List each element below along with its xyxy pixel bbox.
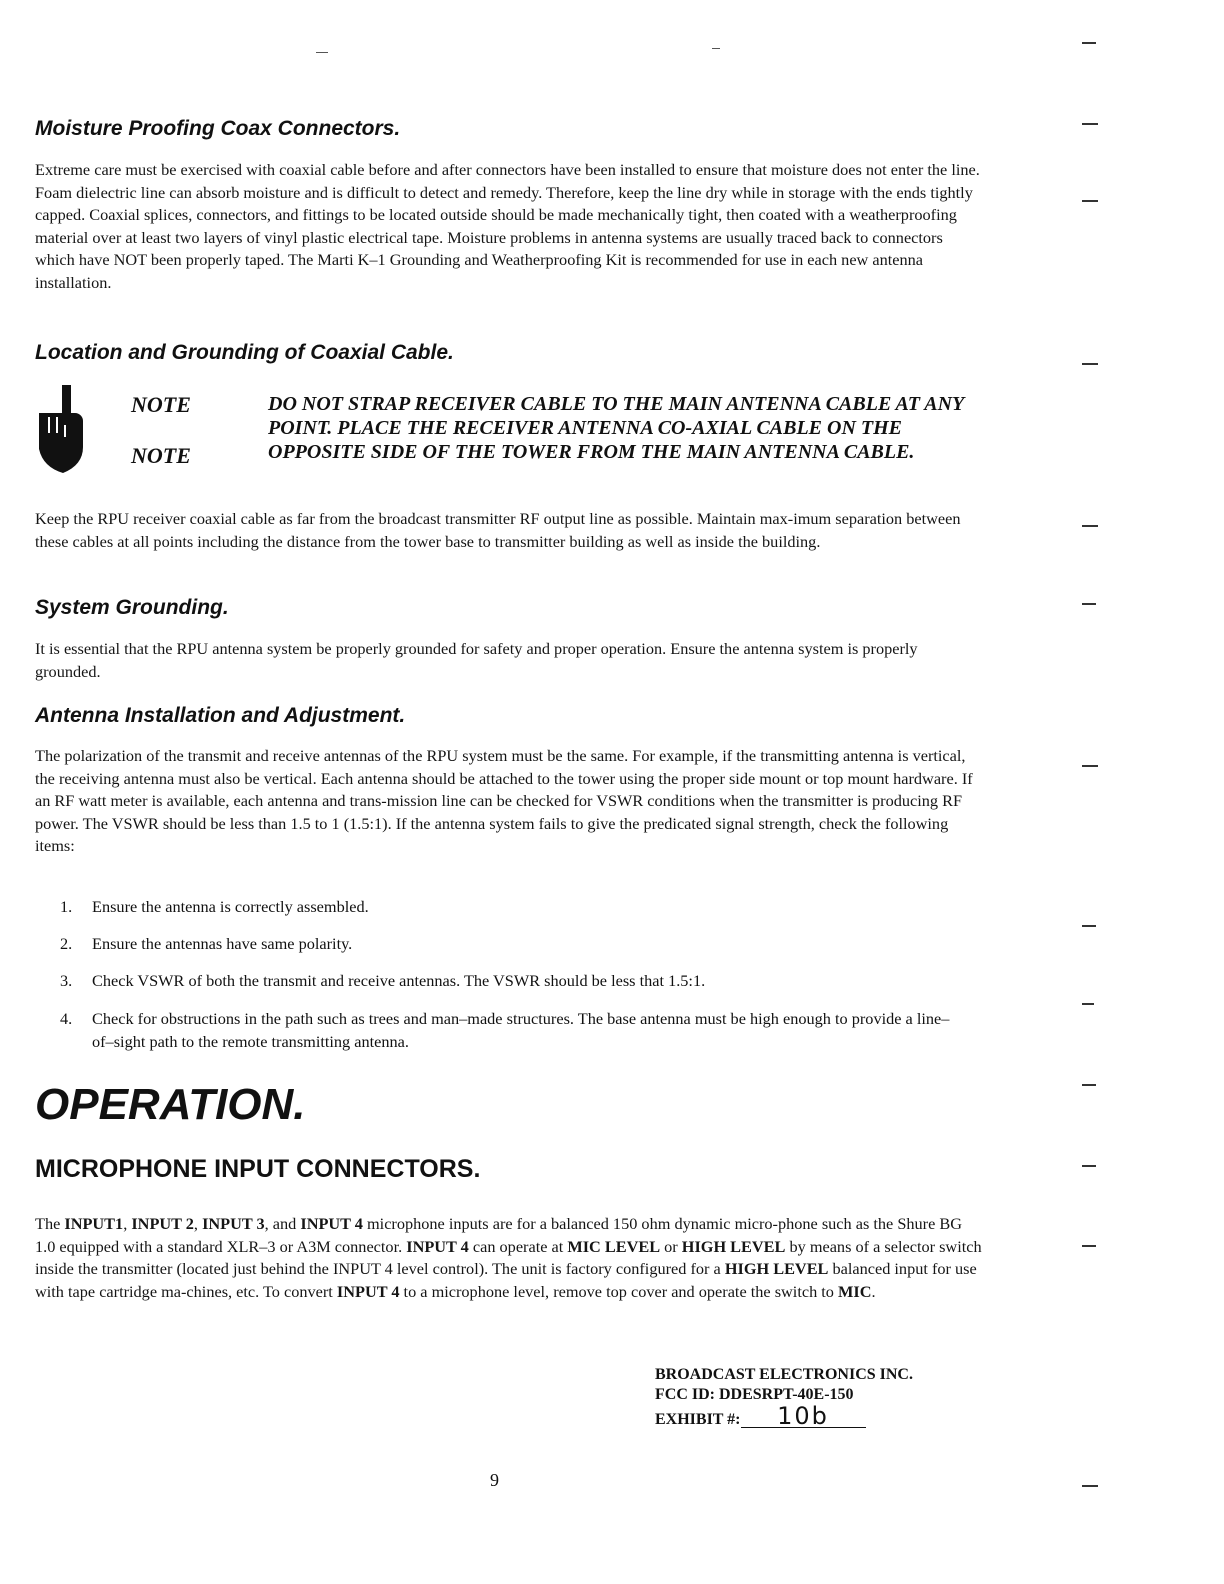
margin-mark — [1082, 765, 1098, 767]
margin-mark — [1082, 363, 1098, 365]
note-label: NOTE — [131, 392, 191, 417]
list-item-text: Ensure the antennas have same polarity. — [92, 934, 353, 953]
term-high-level: HIGH LEVEL — [681, 1236, 786, 1256]
margin-mark — [1082, 123, 1098, 125]
list-item — [60, 970, 960, 993]
heading-microphone-input: MICROPHONE INPUT CONNECTORS. — [35, 1155, 481, 1183]
note-warning-text: DO NOT STRAP RECEIVER CABLE TO THE MAIN ANTENNA CABLE AT ANY POINT. PLACE THE RECEIVER ANTENNA CO-AXIAL CABLE ON THE OPPOSITE SIDE OF THE TOWER FROM THE MAIN ANTENNA CABLE. — [268, 393, 964, 463]
term-input4: INPUT 4 — [406, 1236, 469, 1256]
margin-mark — [1082, 1485, 1098, 1487]
margin-mark — [1082, 200, 1098, 202]
stamp-exhibit-label: EXHIBIT #: — [655, 1411, 741, 1428]
paragraph-microphone-input: The INPUT1, INPUT 2, INPUT 3, and INPUT 4 microphone inputs are for a balanced 150 ohm dynamic micro-phone such as the Shure BG 1.0 equipped with a standard XLR–3 or A3M connector. INPUT 4 can operate at MIC LEVEL or HIGH LEVEL by means of a selector switch inside the transmitter (located just behind the INPUT 4 level control). The unit is factory configured for a HIGH LEVEL balanced input for use with tape cartridge ma-chines, etc. To convert INPUT 4 to a microphone level, remove top cover and operate the switch to MIC. — [35, 1214, 982, 1301]
list-item-number: 3. — [60, 971, 73, 990]
margin-mark — [1082, 603, 1096, 605]
margin-mark — [1082, 525, 1098, 527]
term-mic-level: MIC LEVEL — [567, 1236, 661, 1256]
term-input1: INPUT1 — [64, 1214, 124, 1233]
term-input4: INPUT 4 — [336, 1281, 400, 1301]
paragraph-location-grounding: Keep the RPU receiver coaxial cable as far from the broadcast transmitter RF output line as possible. Maintain max-imum separation between these cables at all points including the distance from the tower base to transmitter building as well as inside the building. — [35, 509, 961, 551]
heading-antenna-installation: Antenna Installation and Adjustment. — [35, 704, 406, 727]
list-item — [60, 1008, 960, 1053]
heading-location-grounding: Location and Grounding of Coaxial Cable. — [35, 341, 454, 364]
paragraph-system-grounding: It is essential that the RPU antenna system be properly grounded for safety and proper operation. Ensure the antenna system is properly grounded. — [35, 639, 918, 681]
pointing-hand-icon — [33, 385, 93, 475]
note-label: NOTE — [131, 443, 191, 468]
term-input2: INPUT 2 — [131, 1214, 194, 1233]
margin-mark — [1082, 1245, 1096, 1247]
term-input4: INPUT 4 — [300, 1214, 363, 1233]
list-item — [60, 933, 960, 956]
paragraph-antenna-installation: The polarization of the transmit and receive antennas of the RPU system must be the same. For example, if the transmitting antenna is vertical, the receiving antenna must also be vertical. Each antenna should be attached to the tower using the proper side mount or top mount hardware. If an RF watt meter is available, each antenna and trans-mission line can be checked for VSWR conditions when the transmitter is producing RF power. The VSWR should be less than 1.5 to 1 (1.5:1). If the antenna system fails to give the predicated signal strength, check the following items: — [35, 746, 973, 856]
stamp-exhibit-value: 10b — [741, 1405, 866, 1428]
list-item-number: 1. — [60, 897, 73, 916]
scan-speck — [712, 48, 720, 49]
heading-operation: OPERATION. — [35, 1080, 306, 1129]
scan-speck — [316, 52, 328, 53]
margin-mark — [1082, 1003, 1094, 1005]
list-item-text: Check for obstructions in the path such as trees and man–made structures. The base antenna must be high enough to provide a line–of–sight path to the remote transmitting antenna. — [92, 1009, 950, 1051]
margin-mark — [1082, 925, 1096, 927]
stamp-exhibit — [655, 1402, 975, 1430]
list-item — [60, 896, 960, 919]
term-input3: INPUT 3 — [202, 1214, 265, 1233]
heading-moisture-proofing: Moisture Proofing Coax Connectors. — [35, 117, 401, 140]
term-mic: MIC — [838, 1281, 872, 1301]
list-item-text: Ensure the antenna is correctly assembled. — [92, 897, 369, 916]
heading-system-grounding: System Grounding. — [35, 596, 229, 619]
list-item-text: Check VSWR of both the transmit and receive antennas. The VSWR should be less that 1.5:1. — [92, 971, 706, 990]
stamp-fcc-id: FCC ID: DDESRPT-40E-150 — [655, 1386, 854, 1403]
list-item-number: 2. — [60, 934, 73, 953]
margin-mark — [1082, 1165, 1096, 1167]
page-number: 9 — [490, 1470, 499, 1490]
stamp-company: BROADCAST ELECTRONICS INC. — [655, 1366, 913, 1383]
list-item-number: 4. — [60, 1009, 73, 1028]
term-high-level: HIGH LEVEL — [724, 1259, 829, 1279]
paragraph-moisture-proofing: Extreme care must be exercised with coaxial cable before and after connectors have been installed to ensure that moisture does not enter the line. Foam dielectric line can absorb moisture and is difficult to detect and remedy. Therefore, keep the line dry while in storage with the ends tightly capped. Coaxial splices, connectors, and fittings to be located outside should be made mechanically tight, then coated with a weatherproofing material over at least two layers of vinyl plastic electrical tape. Moisture problems in antenna systems are usually traced back to connectors which have NOT been properly taped. The Marti K–1 Grounding and Weatherproofing Kit is recommended for use in each new antenna installation. — [35, 160, 980, 292]
fcc-exhibit-stamp — [655, 1365, 975, 1430]
margin-mark — [1082, 42, 1096, 44]
margin-mark — [1082, 1084, 1096, 1086]
